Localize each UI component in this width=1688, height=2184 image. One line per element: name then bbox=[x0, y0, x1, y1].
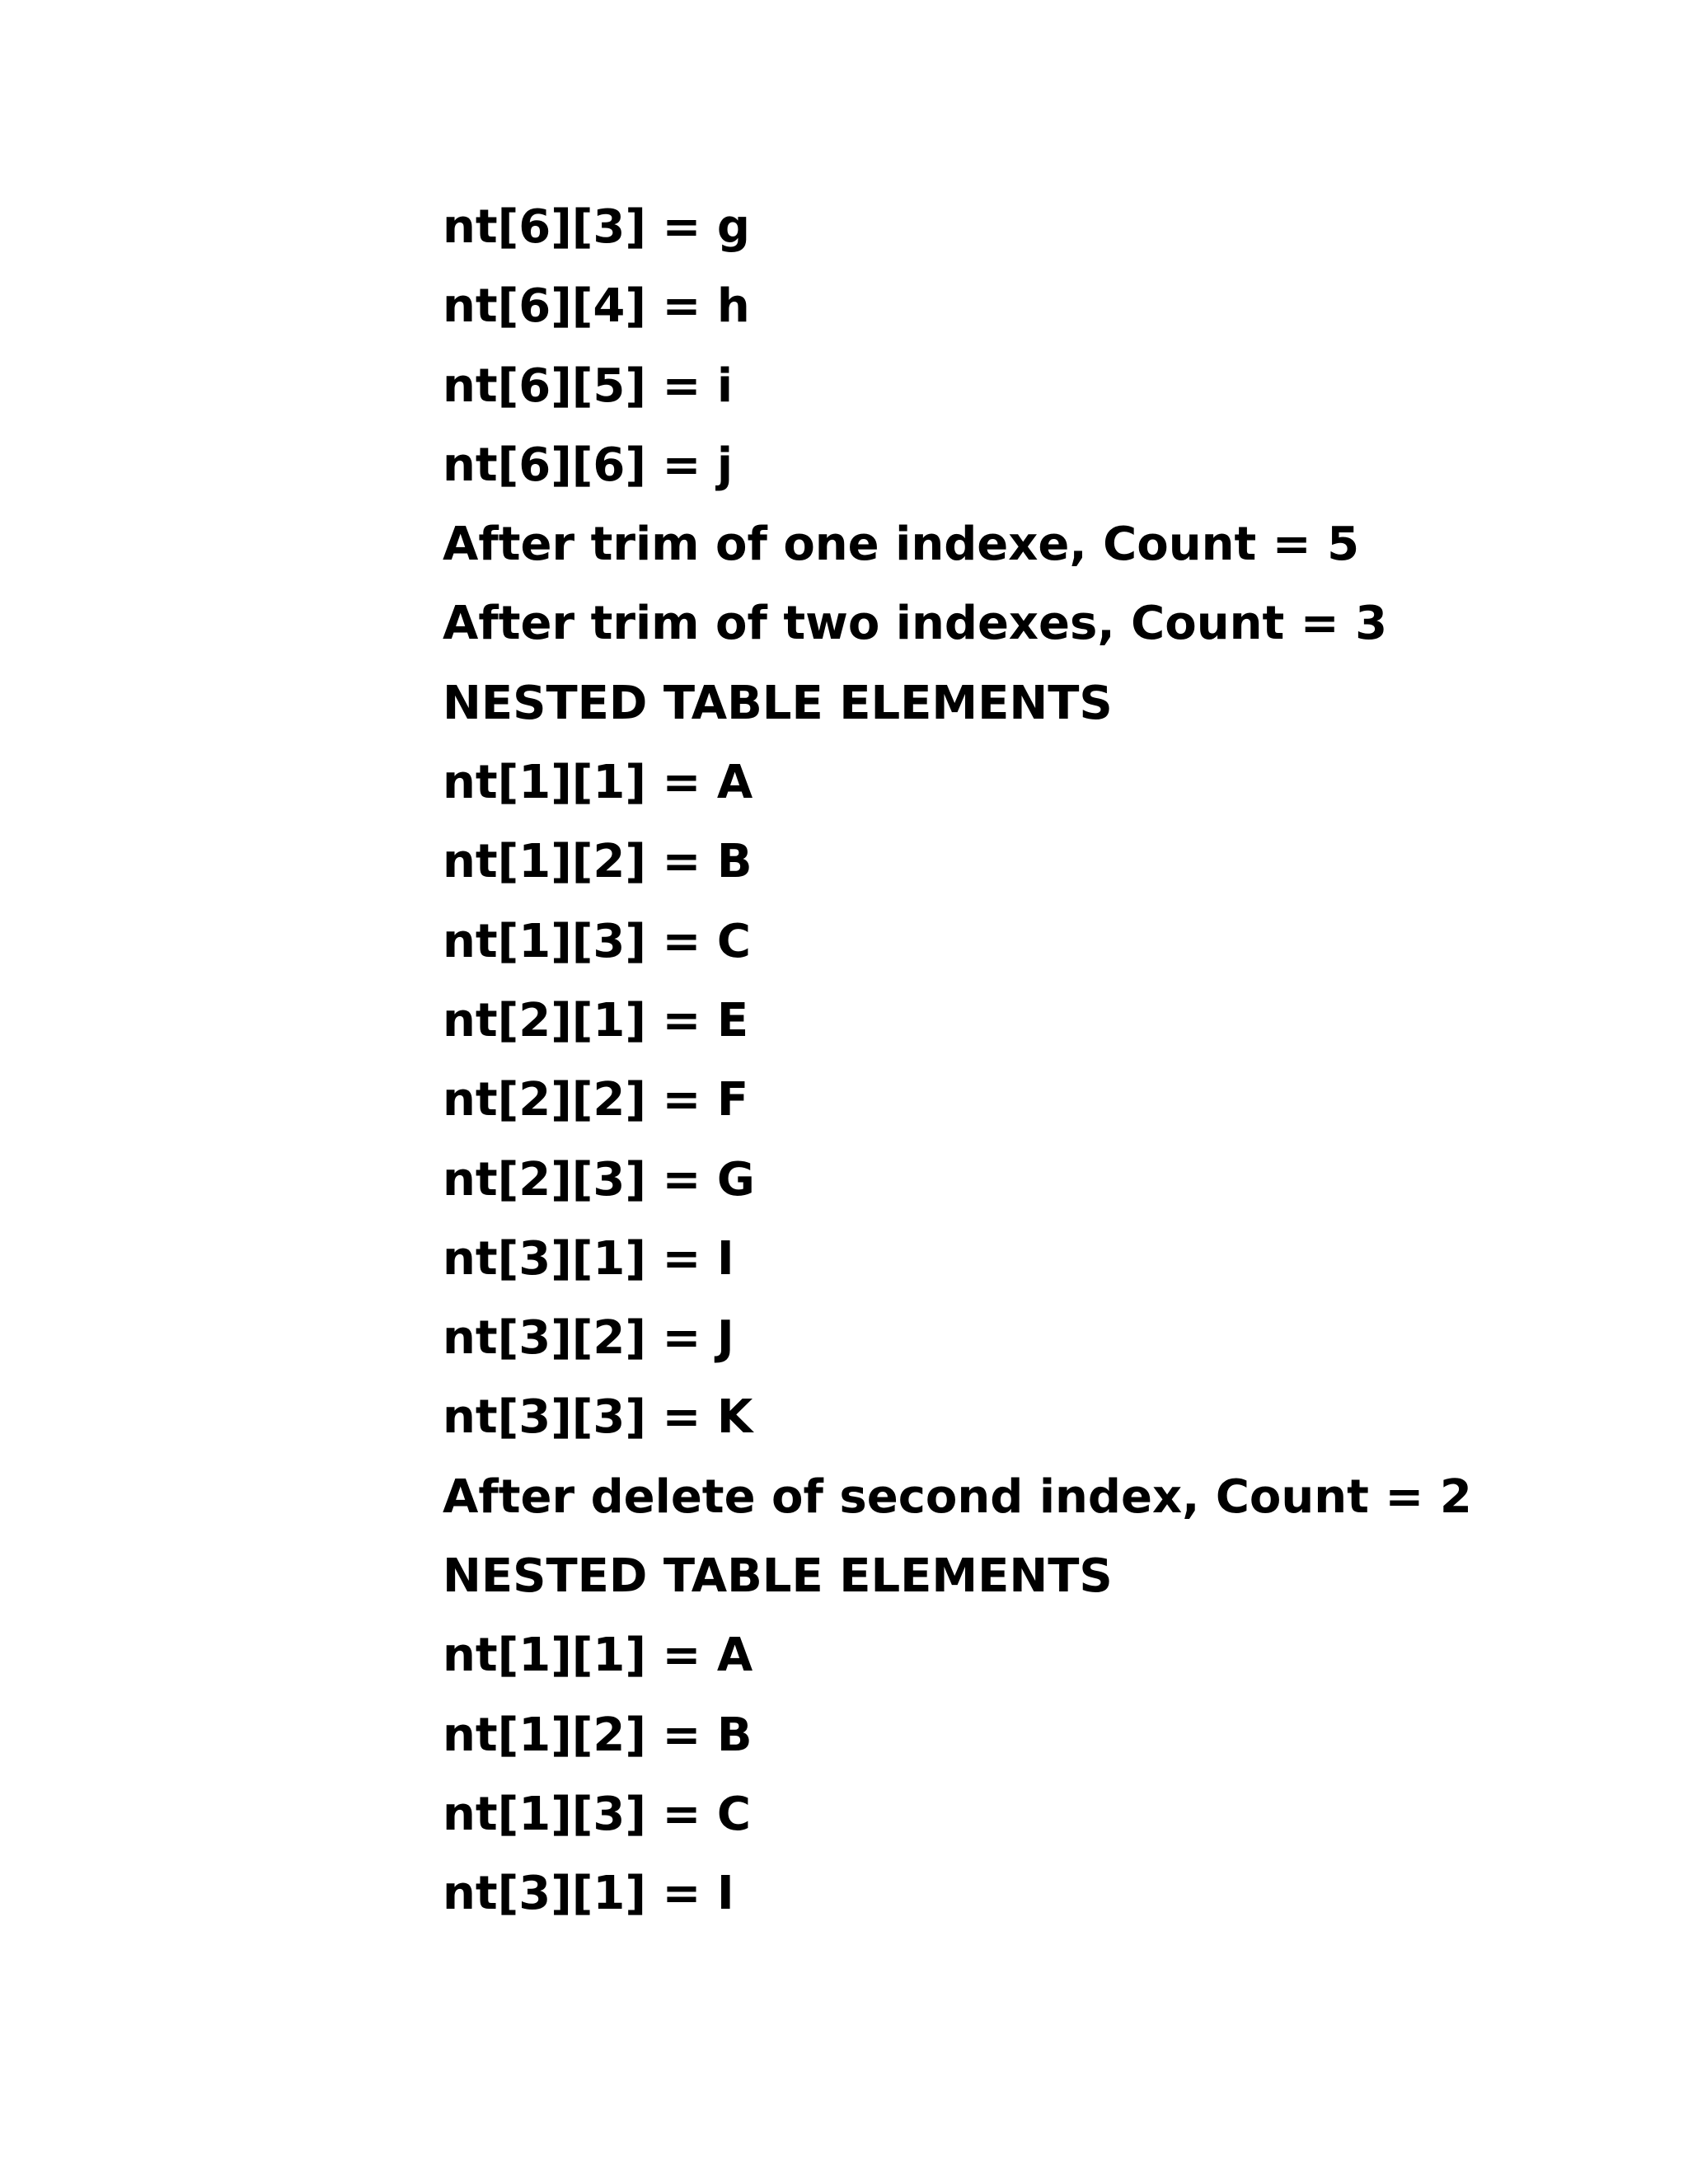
output-line: nt[3][3] = K bbox=[443, 1390, 753, 1445]
output-line: nt[6][4] = h bbox=[443, 279, 750, 334]
output-line: nt[2][2] = F bbox=[443, 1073, 749, 1127]
output-line: After delete of second index, Count = 2 bbox=[443, 1469, 1472, 1524]
output-line: nt[6][3] = g bbox=[443, 200, 750, 254]
output-line: nt[1][3] = C bbox=[443, 1787, 751, 1841]
output-line: nt[1][3] = C bbox=[443, 914, 751, 968]
output-line: nt[3][2] = J bbox=[443, 1311, 734, 1366]
output-line: nt[1][2] = B bbox=[443, 835, 753, 889]
output-line: After trim of one indexe, Count = 5 bbox=[443, 518, 1360, 572]
output-line: nt[1][2] = B bbox=[443, 1708, 753, 1762]
section-heading: NESTED TABLE ELEMENTS bbox=[443, 1549, 1113, 1604]
output-line: nt[6][6] = j bbox=[443, 438, 734, 492]
output-line: nt[1][1] = A bbox=[443, 1629, 753, 1683]
output-line: nt[1][1] = A bbox=[443, 756, 753, 810]
output-line: nt[6][5] = i bbox=[443, 359, 734, 413]
output-line: nt[2][3] = G bbox=[443, 1152, 755, 1207]
output-line: nt[2][1] = E bbox=[443, 993, 749, 1047]
output-line: nt[3][1] = I bbox=[443, 1231, 734, 1286]
output-line: nt[3][1] = I bbox=[443, 1867, 734, 1921]
program-output bbox=[443, 188, 1597, 1934]
output-line: After trim of two indexes, Count = 3 bbox=[443, 597, 1388, 651]
section-heading: NESTED TABLE ELEMENTS bbox=[443, 676, 1113, 730]
